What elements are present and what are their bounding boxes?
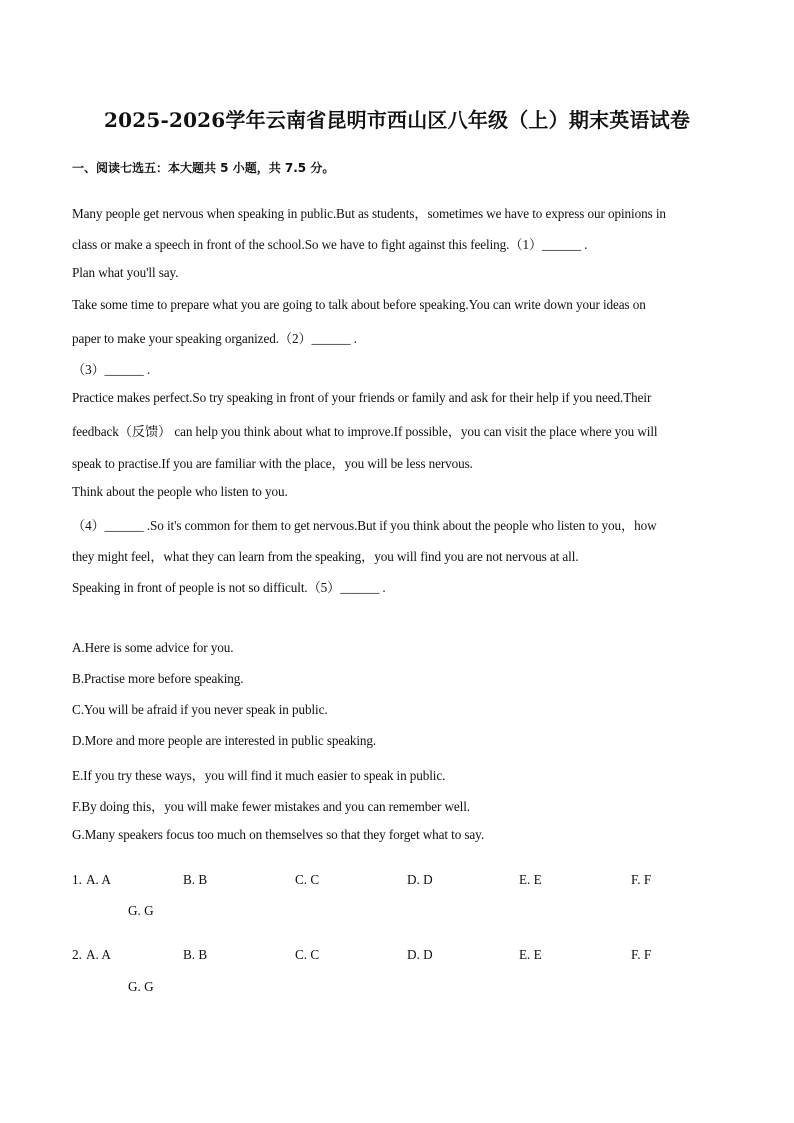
question-number: 2. xyxy=(72,947,82,962)
section-heading: 一、阅读七选五：本大题共 5 小题，共 7.5 分。 xyxy=(72,161,335,175)
option-c[interactable]: C. C xyxy=(295,947,320,962)
option-a[interactable]: A. A xyxy=(86,947,111,962)
passage-line: Take some time to prepare what you are going to talk about before speaking.You can write down your ideas on xyxy=(72,297,646,312)
option-b[interactable]: B. B xyxy=(183,872,208,887)
passage-line: Speaking in front of people is not so difficult.（5）______ . xyxy=(72,580,386,595)
passage-line: Think about the people who listen to you. xyxy=(72,484,288,499)
option-e[interactable]: E. E xyxy=(519,947,542,962)
option-b[interactable]: B. B xyxy=(183,947,208,962)
passage-line: feedback（反馈） can help you think about what to improve.If possible，you can visit the place where you will xyxy=(72,424,658,439)
choice-item: C.You will be afraid if you never speak in public. xyxy=(72,702,328,717)
option-g[interactable]: G. G xyxy=(128,979,154,994)
choice-item: D.More and more people are interested in public speaking. xyxy=(72,733,377,748)
passage-line: Plan what you'll say. xyxy=(72,265,179,280)
passage-line: they might feel，what they can learn from the speaking，you will find you are not nervous at all. xyxy=(72,549,579,564)
choice-item: A.Here is some advice for you. xyxy=(72,640,234,655)
passage-line: paper to make your speaking organized.（2）______ . xyxy=(72,331,357,346)
passage-line: （3）______ . xyxy=(72,362,151,377)
choice-item: E.If you try these ways，you will find it much easier to speak in public. xyxy=(72,768,446,783)
page-title: 2025-2026学年云南省昆明市西山区八年级（上）期末英语试卷 xyxy=(103,108,691,132)
option-d[interactable]: D. D xyxy=(407,872,433,887)
choice-item: B.Practise more before speaking. xyxy=(72,671,244,686)
question-number: 1. xyxy=(72,872,82,887)
option-g[interactable]: G. G xyxy=(128,903,154,918)
passage-line: class or make a speech in front of the school.So we have to fight against this feeling.（1）______ . xyxy=(72,237,588,252)
passage-line: （4）______ .So it's common for them to get nervous.But if you think about the people who listen to you，how xyxy=(72,518,657,533)
passage-line: Practice makes perfect.So try speaking in front of your friends or family and ask for their help if you need.Their xyxy=(72,390,652,405)
choice-item: G.Many speakers focus too much on themselves so that they forget what to say. xyxy=(72,827,485,842)
choice-item: F.By doing this，you will make fewer mistakes and you can remember well. xyxy=(72,799,471,814)
passage-line: speak to practise.If you are familiar with the place，you will be less nervous. xyxy=(72,456,473,471)
option-d[interactable]: D. D xyxy=(407,947,433,962)
option-f[interactable]: F. F xyxy=(631,947,652,962)
option-e[interactable]: E. E xyxy=(519,872,542,887)
passage-line: Many people get nervous when speaking in public.But as students，sometimes we have to express our opinions in xyxy=(72,206,666,221)
option-f[interactable]: F. F xyxy=(631,872,652,887)
option-c[interactable]: C. C xyxy=(295,872,320,887)
option-a[interactable]: A. A xyxy=(86,872,111,887)
